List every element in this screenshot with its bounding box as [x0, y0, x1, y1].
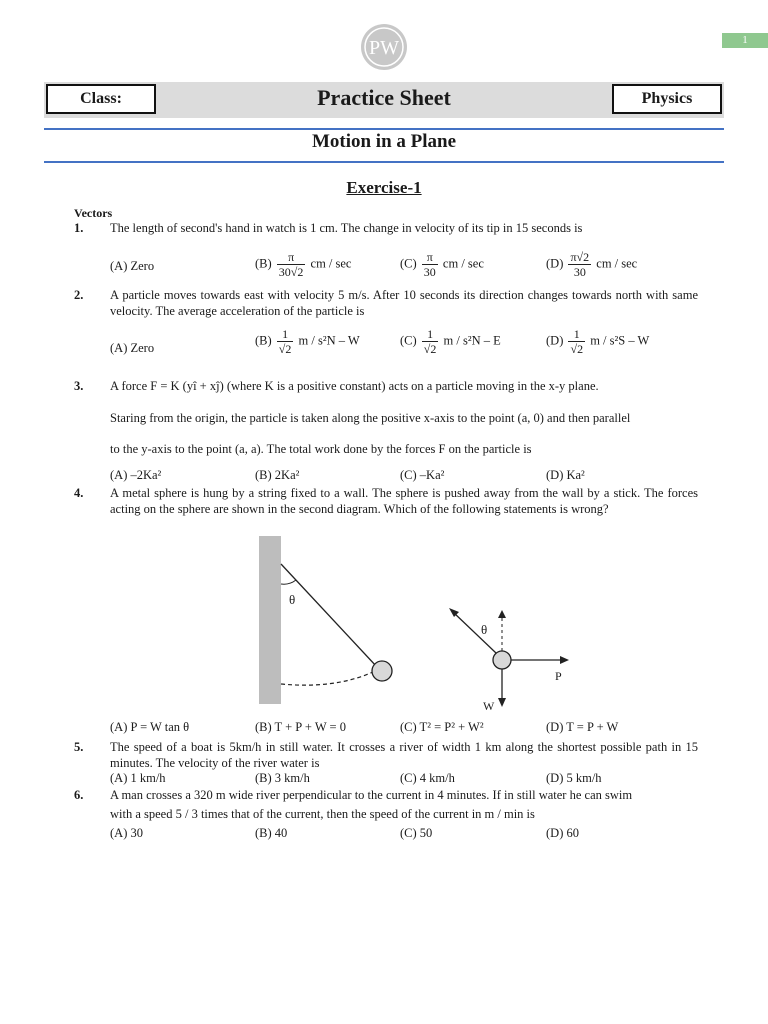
question-3-line-2: Staring from the origin, the particle is taken along the positive x-axis to the point (a, 0) and then parallel: [110, 411, 631, 425]
option-c: (C) 50: [400, 826, 433, 840]
option-b: (B) T + P + W = 0: [255, 720, 346, 734]
option-b: (B) $\frac{1}{√2}$ m / s²N – W: [255, 327, 360, 356]
option-b: (B) 40: [255, 826, 288, 840]
chapter-title: Motion in a Plane: [311, 131, 457, 152]
question-3: 3. A force F = K (yî + xĵ) (where K is a positive constant) acts on a particle moving in the x-y plane.: [74, 379, 599, 393]
logo-text: PW: [369, 37, 399, 59]
p-label: P: [555, 669, 562, 683]
w-arrow-head: [498, 698, 506, 707]
sphere-force-diagram: [255, 536, 585, 718]
option-d: (D) T = P + W: [546, 720, 619, 734]
option-c: (C) 4 km/h: [400, 771, 455, 785]
pw-logo-icon: [359, 22, 409, 72]
question-1: [74, 220, 698, 236]
question-5: 5. The speed of a boat is 5km/h in still water. It crosses a river of width 1 km along the shortest possible path in 15 minutes. The velocity of the river water is: [74, 740, 698, 770]
page-number: 1: [722, 33, 768, 48]
option-c: (C) T² = P² + W²: [400, 720, 484, 734]
exercise-title: Exercise-1: [346, 178, 422, 197]
header-bar: [44, 82, 724, 118]
theta-arc-1: [281, 580, 296, 584]
option-d: (D) Ka²: [546, 468, 585, 482]
vertical-arrow-head: [498, 610, 506, 618]
subject-label: Physics: [612, 84, 722, 114]
question-2: 2. A particle moves towards east with velocity 5 m/s. After 10 seconds its direction changes towards north with same velocity. The average acceleration of the particle is: [74, 288, 698, 318]
stick: [281, 672, 373, 685]
question-number: 1.: [74, 221, 84, 235]
option-d: (D) $\frac{1}{√2}$ m / s²S – W: [546, 327, 650, 356]
tension-arrow: [453, 612, 496, 653]
option-b: (B) 2Ka²: [255, 468, 300, 482]
divider-top: [44, 128, 724, 130]
string: [281, 564, 377, 667]
wall: [259, 536, 281, 704]
question-3-line-3: to the y-axis to the point (a, a). The total work done by the forces F on the particle is: [110, 442, 532, 456]
option-b: (B) $\frac{\pi}{30√2}$ cm / sec: [255, 250, 352, 279]
class-label: Class:: [46, 84, 156, 114]
page-title: Practice Sheet: [317, 85, 451, 110]
option-c: (C) $\frac{1}{√2}$ m / s²N – E: [400, 327, 501, 356]
option-a: (A) 30: [110, 826, 143, 840]
option-c: (C) $\frac{\pi}{30}$ cm / sec: [400, 250, 484, 279]
divider-bottom: [44, 161, 724, 163]
option-d: (D) 5 km/h: [546, 771, 602, 785]
option-a: (A) Zero: [110, 259, 155, 273]
option-a: (A) 1 km/h: [110, 771, 166, 785]
option-c: (C) –Ka²: [400, 468, 445, 482]
section-heading: Vectors: [74, 206, 113, 220]
option-a: (A) P = W tan θ: [110, 720, 190, 734]
theta-label-2: θ: [481, 622, 488, 637]
w-label: W: [483, 699, 495, 713]
option-b: (B) 3 km/h: [255, 771, 310, 785]
option-a: (A) Zero: [110, 341, 155, 355]
option-a: (A) –2Ka²: [110, 468, 162, 482]
option-d: (D) $\frac{\pi√2}{30}$ cm / sec: [546, 250, 638, 279]
question-4: 4. A metal sphere is hung by a string fixed to a wall. The sphere is pushed away from the wall by a stick. The forces acting on the sphere are shown in the second diagram. Which of the following statements is wrong?: [74, 486, 698, 516]
theta-label-1: θ: [289, 592, 296, 607]
sphere-fbd: [493, 651, 511, 669]
sphere: [372, 661, 392, 681]
question-6-line-2: with a speed 5 / 3 times that of the current, then the speed of the current in m / min is: [110, 807, 535, 821]
question-text: The length of second's hand in watch is 1 cm. The change in velocity of its tip in 15 seconds is: [110, 221, 583, 235]
option-d: (D) 60: [546, 826, 579, 840]
question-6: 6. A man crosses a 320 m wide river perpendicular to the current in 4 minutes. If in still water he can swim: [74, 788, 633, 802]
p-arrow-head: [560, 656, 569, 664]
